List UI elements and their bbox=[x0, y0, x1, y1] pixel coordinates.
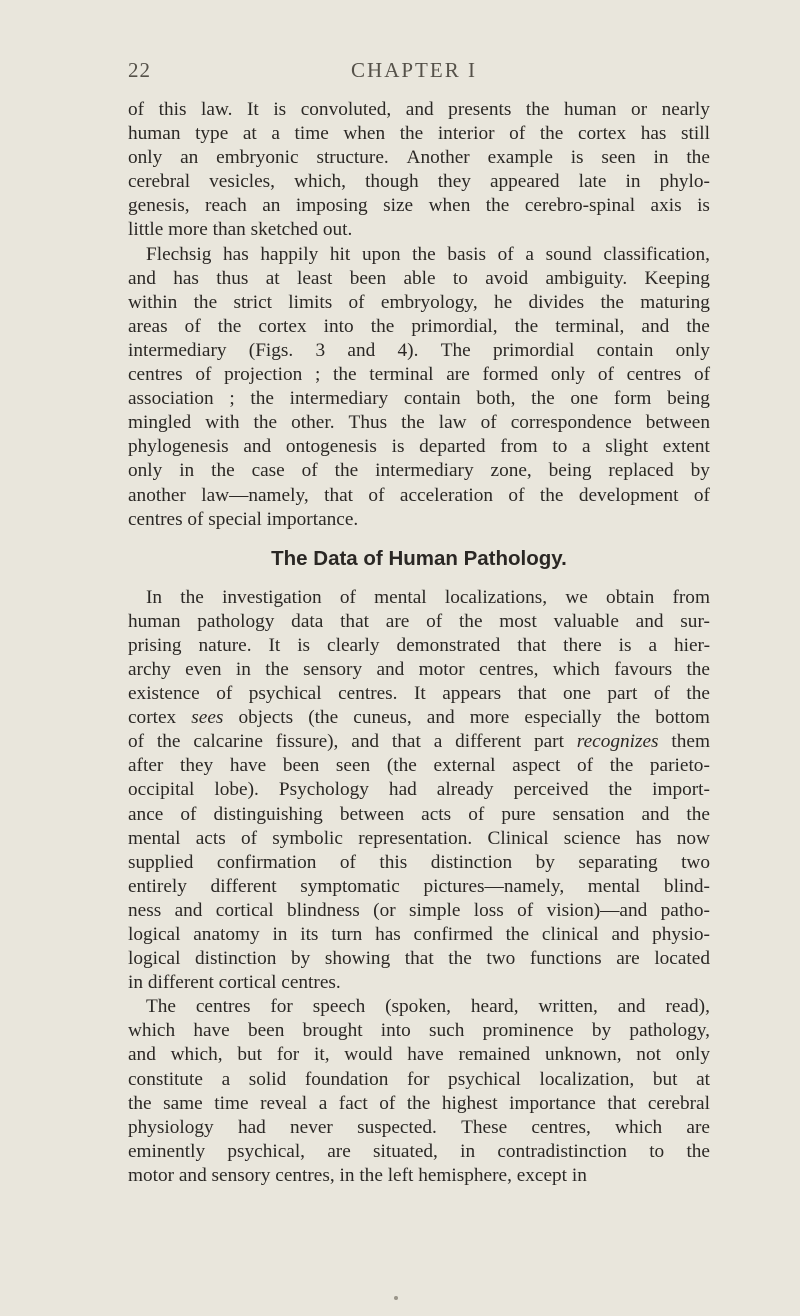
text-line: constitute a solid foundation for psychical localization, but at bbox=[128, 1068, 710, 1090]
text-line: intermediary (Figs. 3 and 4). The primordial contain only bbox=[128, 339, 710, 361]
text-line: entirely different symptomatic pictures—namely, mental blind- bbox=[128, 875, 710, 897]
text-line: ance of distinguishing between acts of pure sensation and the bbox=[128, 803, 710, 825]
paragraph-p3 bbox=[128, 586, 710, 996]
text-line: physiology had never suspected. These centres, which are bbox=[128, 1116, 710, 1138]
paragraph-p2 bbox=[128, 243, 710, 532]
text-line: which have been brought into such prominence by pathology, bbox=[128, 1020, 710, 1042]
section-heading: The Data of Human Pathology. bbox=[271, 546, 567, 570]
text-line: supplied confirmation of this distinction by separating two bbox=[128, 851, 710, 873]
text-line: of the calcarine fissure), and that a different part recognizes them bbox=[128, 731, 710, 753]
text-line: centres of special importance. bbox=[128, 508, 359, 530]
page-number: 22 bbox=[128, 58, 151, 82]
text-line: and which, but for it, would have remained unknown, not only bbox=[128, 1044, 710, 1066]
text-line: human type at a time when the interior of the cortex has still bbox=[128, 123, 710, 145]
text-line: association ; the intermediary contain both, the one form being bbox=[128, 388, 710, 410]
body-text bbox=[128, 98, 710, 1188]
text-line: another law—namely, that of acceleration of the development of bbox=[128, 484, 710, 506]
text-line: genesis, reach an imposing size when the cerebro-spinal axis is bbox=[128, 195, 710, 217]
text-line: Flechsig has happily hit upon the basis of a sound classification, bbox=[146, 243, 710, 265]
chapter-title: CHAPTER I bbox=[351, 58, 477, 82]
text-line: occipital lobe). Psychology had already perceived the import- bbox=[128, 779, 710, 801]
text-line: centres of projection ; the terminal are formed only of centres of bbox=[128, 364, 710, 386]
text-line: mingled with the other. Thus the law of correspondence between bbox=[128, 412, 710, 434]
text-line: phylogenesis and ontogenesis is departed from to a slight extent bbox=[128, 436, 710, 458]
running-head bbox=[128, 58, 700, 88]
text-line: logical distinction by showing that the two functions are located bbox=[128, 948, 710, 970]
text-line: and has thus at least been able to avoid ambiguity. Keeping bbox=[128, 267, 710, 289]
text-line: within the strict limits of embryology, he divides the maturing bbox=[128, 291, 710, 313]
text-line: only an embryonic structure. Another example is seen in the bbox=[128, 147, 710, 169]
text-line: In the investigation of mental localizations, we obtain from bbox=[146, 586, 710, 608]
text-line: in different cortical centres. bbox=[128, 972, 341, 994]
text-line: after they have been seen (the external aspect of the parieto- bbox=[128, 755, 710, 777]
text-line: the same time reveal a fact of the highest importance that cerebral bbox=[128, 1092, 710, 1114]
text-line: little more than sketched out. bbox=[128, 219, 353, 241]
text-line: human pathology data that are of the most valuable and sur- bbox=[128, 610, 710, 632]
text-line: prising nature. It is clearly demonstrated that there is a hier- bbox=[128, 634, 710, 656]
text-line: logical anatomy in its turn has confirmed the clinical and physio- bbox=[128, 924, 710, 945]
text-line: cerebral vesicles, which, though they appeared late in phylo- bbox=[128, 171, 710, 193]
paragraph-p1 bbox=[128, 98, 710, 243]
paper-speck bbox=[394, 1296, 398, 1300]
text-line: only in the case of the intermediary zone, being replaced by bbox=[128, 460, 710, 482]
text-line: of this law. It is convoluted, and presents the human or nearly bbox=[128, 99, 710, 120]
text-line: eminently psychical, are situated, in contradistinction to the bbox=[128, 1140, 710, 1162]
text-line: The centres for speech (spoken, heard, written, and read), bbox=[146, 996, 710, 1018]
text-line: areas of the cortex into the primordial, the terminal, and the bbox=[128, 315, 710, 337]
text-line: archy even in the sensory and motor centres, which favours the bbox=[128, 658, 710, 680]
text-line: cortex sees objects (the cuneus, and more especially the bottom bbox=[128, 707, 710, 729]
paragraph-p4 bbox=[128, 995, 710, 1188]
text-line: ness and cortical blindness (or simple loss of vision)—and patho- bbox=[128, 899, 710, 921]
text-line: mental acts of symbolic representation. Clinical science has now bbox=[128, 827, 710, 849]
text-line: existence of psychical centres. It appears that one part of the bbox=[128, 683, 710, 705]
text-line: motor and sensory centres, in the left hemisphere, except in bbox=[128, 1164, 587, 1186]
